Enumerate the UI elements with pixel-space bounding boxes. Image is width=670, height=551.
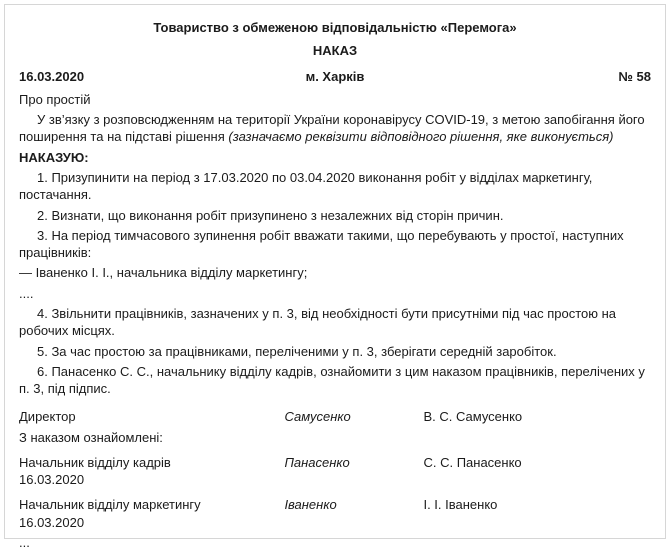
document-number: № 58: [618, 68, 651, 84]
ack-position: Начальник відділу маркетингу: [19, 497, 201, 513]
trailing-ellipsis: ...: [19, 535, 30, 551]
handwritten-signature: Іваненко: [284, 497, 337, 513]
ack-date: 16.03.2020: [19, 514, 85, 530]
document-date: 16.03.2020: [19, 68, 85, 84]
document-city: м. Харків: [305, 68, 365, 84]
ack-name: І. І. Іваненко: [423, 497, 498, 513]
ack-position-block: [19, 454, 284, 489]
subject-line: Про простій: [19, 91, 91, 107]
ack-date: 16.03.2020: [19, 472, 85, 488]
handwritten-signature: Панасенко: [284, 454, 350, 470]
handwritten-signature: Самусенко: [284, 409, 351, 425]
ack-position: Начальник відділу кадрів: [19, 454, 171, 470]
order-item-3-sub-employee: — Іваненко І. І., начальника відділу маркетингу;: [19, 265, 308, 281]
order-item-5: 5. За час простою за працівниками, переліченими у п. 3, зберігати середній заробіток.: [37, 343, 557, 359]
acknowledgement-row-marketing: [19, 496, 651, 531]
signer-name: В. С. Самусенко: [423, 409, 523, 425]
acknowledgement-label: З наказом ознайомлені:: [19, 429, 163, 445]
company-title: Товариство з обмеженою відповідальністю «Перемога»: [153, 20, 517, 35]
preamble-text: У зв’язку з розповсюдженням на території України коронавірусу COVID-19, з метою запобігання його поширення та на підставі рішення: [19, 112, 645, 145]
order-item-3-sub-ellipsis: ....: [19, 285, 34, 301]
signer-position: Директор: [19, 409, 76, 425]
document-type-heading: НАКАЗ: [312, 43, 358, 59]
order-keyword: НАКАЗУЮ:: [19, 149, 89, 165]
preamble-paragraph: [19, 111, 651, 146]
order-document: [4, 4, 666, 551]
ack-name: С. С. Панасенко: [423, 454, 522, 470]
order-item-1: 1. Призупинити на період з 17.03.2020 по 03.04.2020 виконання робіт у відділах маркетингу, постачання.: [19, 169, 593, 203]
order-item-3: 3. На період тимчасового зупинення робіт вважати такими, що перебувають у простої, наступних працівників:: [19, 227, 624, 261]
ack-position-block: [19, 496, 284, 531]
order-item-6: 6. Панасенко С. С., начальнику відділу кадрів, ознайомити з цим наказом працівників, перелічених у п. 3, під підпис.: [19, 363, 645, 397]
document-meta-row: [19, 68, 651, 85]
order-item-4: 4. Звільнити працівників, зазначених у п. 3, від необхідності бути присутніми під час простою на робочих місцях.: [19, 305, 617, 339]
order-item-2: 2. Визнати, що виконання робіт призупинено з незалежних від сторін причин.: [37, 207, 504, 223]
acknowledgement-row-hr: [19, 454, 651, 489]
preamble-note: (зазначаємо реквізити відповідного рішення, яке виконується): [228, 129, 614, 145]
signature-row-director: [19, 408, 651, 425]
